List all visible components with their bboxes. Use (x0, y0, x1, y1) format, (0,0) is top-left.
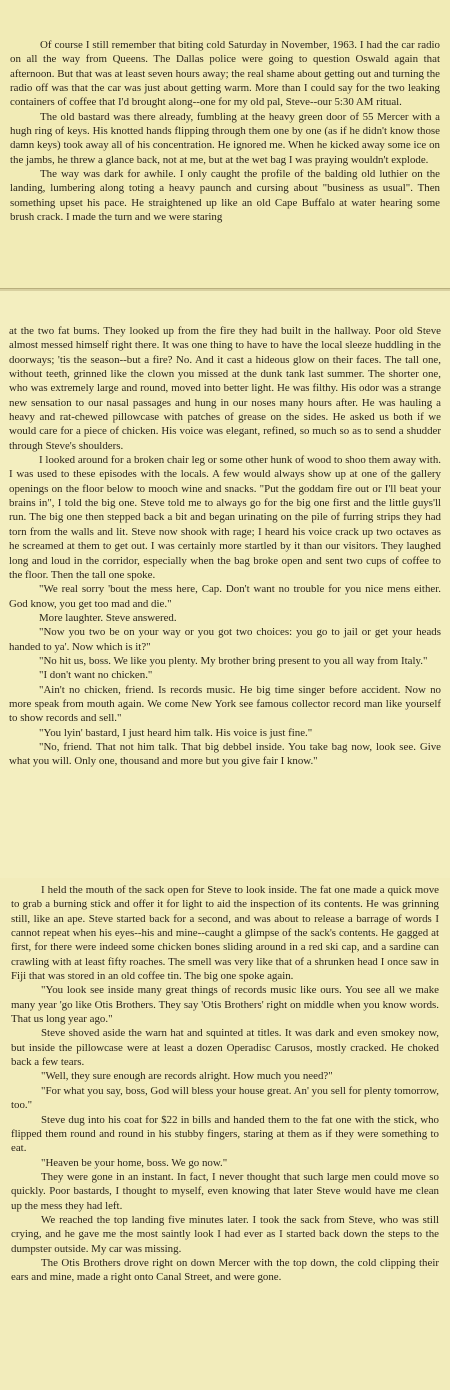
dialogue-line: "Ain't no chicken, friend. Is records music. He big time singer before accident. Now no more speak from mouth again. We come New York see famous collector record man like yourself to show records and sell." (9, 683, 441, 725)
dialogue-line: "Now you two be on your way or you got two choices: you go to jail or get your heads handed to ya'. Now which is it?" (9, 626, 441, 653)
paragraph: I looked around for a broken chair leg or some other hunk of wood to shoo them away with. I was used to these episodes with the locals. A few would always show up at one of the gallery openings on the floor below to mooch wine and snacks. "Put the goddam fire out or I'll beat your brains in", I told the big one. Steve told me to always go for the big one first and the little guys'll run. The big one then stepped back a bit and began urinating on the pile of furring strips they had torn from the walls and lit. Steve now shook with rage; I heard his voice crack up two octaves as he screamed at them to get out. I was certainly more startled by it than our visitors. They laughed long and loud in the corridor, especially when the bag broke open and sent two cups of coffee to the floor. Then the tall one spoke. (9, 454, 441, 581)
dialogue-line: "I don't want no chicken." (39, 669, 153, 682)
paragraph: The Otis Brothers drove right on down Mercer with the top down, the cold clipping their ears and mine, made a right onto Canal Street, and were gone. (11, 1256, 439, 1284)
paragraph: The old bastard was there already, fumbling at the heavy green door of 55 Mercer with a hugh ring of keys. His knotted hands flipping through them one by one (as if he didn't know those damn keys) took away all of his concentration. He ignored me. When he kicked away some ice on the jambs, he threw a glance back, not at me, but at the wet bag I was praying wouldn't explode. (10, 110, 440, 166)
dialogue-line: "No hit us, boss. We like you plenty. My brother bring present to you all way from Italy." (39, 654, 428, 667)
paragraph: More laughter. Steve answered. (39, 611, 177, 624)
dialogue-line: "You lyin' bastard, I just heard him talk. His voice is just fine." (39, 726, 313, 739)
paragraph: We reached the top landing five minutes later. I took the sack from Steve, who was still crying, and he gave me the most saintly look I had ever as I started back down the steps to the dumpster outside. My car was missing. (11, 1213, 439, 1255)
paragraph: Steve shoved aside the warn hat and squinted at titles. It was dark and even smokey now, but inside the pillowcase were at least a dozen Operadisc Carusos, mostly cracked. He choked back a few tears. (11, 1027, 439, 1069)
page-fragment-3 (0, 878, 450, 1390)
dialogue-line: "No, friend. That not him talk. That big debbel inside. You take bag now, look see. Give what you will. Only one, thousand and more but you give fair I know." (9, 740, 441, 768)
dialogue-line: "You look see inside many great things of records music like ours. You see all we make many year 'go like Otis Brothers. They say 'Otis Brothers' right on middle when you know words. That us long year ago." (11, 984, 439, 1026)
paragraph: Steve dug into his coat for $22 in bills and handed them to the fat one with the stick, who flipped them round and round in his stubby fingers, staring at them as if they were something to eat. (11, 1113, 439, 1155)
paragraph: I held the mouth of the sack open for Steve to look inside. The fat one made a quick move to grab a burning stick and offer it for light to aid the inspection of its contents. He was grinning still, like an ape. Steve started back for a second, and was about to release a barrage of words I cannot repeat when his eyes--his and mine--caught a glimpse of the sack's contents. He gagged at first, for there were indeed some chicken bones sliding around in a red ski cap, and a sardine can crawling with at least fifty roaches. The smell was very like that of a shrunken head I once saw in Fiji that was stored in an old coffee tin. The big one spoke again. (11, 884, 439, 983)
paragraph: Of course I still remember that biting cold Saturday in November, 1963. I had the car radio on all the way from Queens. The Dallas police were going to question Oswald again that afternoon. But that was at least seven hours away; the real shame about getting out and turning the radio off was that the car was just about getting warm. More than I could say for the two leaking containers of coffee that I'd brought along--one for my old pal, Steve--our 5:30 AM ritual. (10, 39, 440, 109)
dialogue-line: "We real sorry 'bout the mess here, Cap. Don't want no trouble for you nice mens either. God know, you get too mad and die." (9, 583, 441, 610)
dialogue-line: "For what you say, boss, God will bless your house great. An' you sell for plenty tomorrow, too." (11, 1084, 439, 1112)
page-fragment-1 (0, 0, 450, 288)
dialogue-line: "Heaven be your home, boss. We go now." (41, 1156, 228, 1169)
paragraph: They were gone in an instant. In fact, I never thought that such large men could move so quickly. Poor bastards, I thought to myself, even knowing that later Steve would have me clean up the mess they had left. (11, 1170, 439, 1212)
paragraph: at the two fat bums. They looked up from the fire they had built in the hallway. Poor old Steve almost messed himself right there. It was one thing to have to have the local sleeze huddling in the doorways; 'tis the season--but a fire? No. And it cast a hideous glow on their faces. The tall one, without teeth, grinned like the clown you missed at the dunk tank last summer. The shorter one, who was extremely large and round, moved into better light. He was filthy. His odor was a strange new sensation to our nasal passages and hung in our noses many hours after. He was hauling a heavy and rat-chewed pillowcase with patches of grease on the sides. He asked us both if we would care for a piece of chicken. His voice was elegant, refined, so much so as to send a shudder through Steve's shoulders. (9, 325, 441, 452)
page-fragment-2 (0, 291, 450, 878)
paragraph: The way was dark for awhile. I only caught the profile of the balding old luthier on the landing, lumbering along toting a heavy paunch and cursing about "business as usual". Then something upset his pace. He straightened up like an old Cape Buffalo at water hearing some brush crack. I made the turn and we were staring (10, 168, 440, 224)
dialogue-line: "Well, they sure enough are records alright. How much you need?" (41, 1070, 333, 1083)
